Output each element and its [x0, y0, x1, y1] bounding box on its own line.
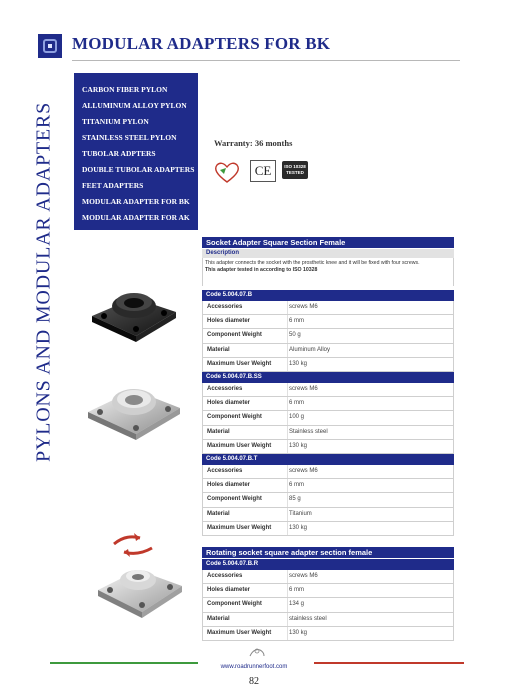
variant-code-b-r: Code 5.004.07.B.R	[202, 559, 454, 570]
column-divider	[287, 493, 288, 506]
menu-item-feet-adapters[interactable]: FEET ADAPTERS	[82, 181, 144, 190]
iso-certification-badge: ISO 10328 TESTED	[282, 161, 308, 179]
table-row	[202, 613, 454, 627]
column-divider	[287, 508, 288, 521]
spec-value: 130 kg	[289, 524, 308, 531]
spec-value: Titanium	[289, 510, 312, 517]
spec-label: Component Weight	[207, 332, 262, 339]
spec-value: 6 mm	[289, 318, 304, 325]
table-row	[202, 301, 454, 315]
spec-label: Maximum User Weight	[207, 442, 272, 449]
menu-item-tubular-adapters[interactable]: TUBOLAR ADPTERS	[82, 149, 156, 158]
black-socket-adapter-image	[86, 282, 182, 348]
table-row	[202, 358, 454, 372]
table-row	[202, 508, 454, 522]
spec-value: screws M6	[289, 386, 318, 392]
spec-label: Material	[207, 428, 230, 435]
spec-label: Holes diameter	[207, 587, 251, 594]
quality-heart-icon	[212, 160, 242, 184]
table-row	[202, 584, 454, 598]
table-row	[202, 570, 454, 584]
table-row	[202, 440, 454, 454]
section-title-socket-adapter: Socket Adapter Square Section Female	[202, 237, 454, 248]
ce-mark-icon: CE	[250, 160, 276, 182]
spec-label: Material	[207, 510, 230, 517]
spec-value: Stainless steel	[289, 428, 328, 435]
column-divider	[287, 440, 288, 453]
description-label: Description	[202, 249, 454, 258]
table-row	[202, 627, 454, 641]
table-row	[202, 465, 454, 479]
table-row	[202, 397, 454, 411]
spec-value: 130 kg	[289, 629, 308, 636]
column-divider	[287, 613, 288, 626]
table-row	[202, 522, 454, 536]
spec-label: Maximum User Weight	[207, 629, 272, 636]
menu-item-modular-adapter-bk[interactable]: MODULAR ADAPTER FOR BK	[82, 197, 190, 206]
variant-code-b-t: Code 5.004.07.B.T	[202, 454, 454, 465]
spec-label: Component Weight	[207, 601, 262, 608]
column-divider	[287, 358, 288, 371]
column-divider	[287, 584, 288, 597]
side-title: PYLONS AND MODULAR ADAPTERS	[32, 102, 55, 462]
spec-label: Accessories	[207, 468, 243, 474]
column-divider	[287, 522, 288, 535]
header-divider	[72, 60, 460, 61]
spec-label: Material	[207, 615, 230, 622]
column-divider	[287, 397, 288, 410]
table-row	[202, 383, 454, 397]
column-divider	[287, 344, 288, 357]
table-row	[202, 479, 454, 493]
spec-label: Component Weight	[207, 496, 262, 503]
spec-label: Material	[207, 346, 230, 353]
column-divider	[287, 426, 288, 439]
brand-logo	[38, 34, 62, 58]
menu-item-modular-adapter-ak[interactable]: MODULAR ADAPTER FOR AK	[82, 213, 190, 222]
spec-label: Maximum User Weight	[207, 360, 272, 367]
spec-label: Maximum User Weight	[207, 524, 272, 531]
page-number: 82	[249, 676, 259, 687]
runner-logo-icon	[248, 646, 266, 658]
table-row	[202, 598, 454, 612]
menu-item-locks-system[interactable]: LOCK'S SYSTEM	[82, 229, 144, 238]
warranty-text: Warranty: 36 months	[214, 138, 293, 148]
stainless-socket-adapter-image	[84, 372, 184, 448]
spec-label: Accessories	[207, 386, 243, 392]
spec-value: stainless steel	[289, 615, 327, 622]
variant-code-b-ss: Code 5.004.07.B.SS	[202, 372, 454, 383]
column-divider	[287, 479, 288, 492]
variant-code-b: Code 5.004.07.B	[202, 290, 454, 301]
menu-item-titanium-pylon[interactable]: TITANIUM PYLON	[82, 117, 149, 126]
column-divider	[287, 598, 288, 611]
spec-label: Holes diameter	[207, 318, 251, 325]
column-divider	[287, 315, 288, 328]
column-divider	[287, 570, 288, 583]
menu-item-stainless-steel-pylon[interactable]: STAINLESS STEEL PYLON	[82, 133, 177, 142]
spec-value: 6 mm	[289, 587, 304, 594]
spec-value: screws M6	[289, 468, 318, 474]
spec-label: Accessories	[207, 304, 243, 310]
column-divider	[287, 301, 288, 314]
website-link[interactable]: www.roadrunnerfoot.com	[220, 664, 288, 670]
spec-value: 100 g	[289, 414, 305, 421]
category-menu	[74, 73, 198, 238]
spec-value: 50 g	[289, 332, 301, 339]
column-divider	[287, 383, 288, 396]
column-divider	[287, 411, 288, 424]
column-divider	[287, 627, 288, 640]
menu-item-double-tubular-adapters[interactable]: DOUBLE TUBOLAR ADAPTERS	[82, 165, 195, 174]
section-title-rotating-adapter: Rotating socket square adapter section female	[202, 547, 454, 558]
spec-value: screws M6	[289, 573, 318, 579]
table-row	[202, 493, 454, 507]
spec-value: 134 g	[289, 601, 305, 608]
rotating-adapter-image	[92, 528, 188, 622]
column-divider	[287, 465, 288, 478]
table-row	[202, 329, 454, 343]
table-row	[202, 426, 454, 440]
spec-value: 6 mm	[289, 482, 304, 489]
table-row	[202, 315, 454, 329]
spec-value: 130 kg	[289, 442, 308, 449]
spec-value: 6 mm	[289, 400, 304, 407]
spec-label: Holes diameter	[207, 400, 251, 407]
spec-label: Component Weight	[207, 414, 262, 421]
spec-label: Holes diameter	[207, 482, 251, 489]
column-divider	[287, 329, 288, 342]
spec-value: 130 kg	[289, 360, 308, 367]
page-title: MODULAR ADAPTERS FOR BK	[72, 34, 331, 53]
footer-divider-green	[50, 662, 198, 664]
spec-label: Accessories	[207, 573, 243, 579]
menu-item-aluminum-alloy-pylon[interactable]: ALLUMINUM ALLOY PYLON	[82, 101, 187, 110]
table-row	[202, 344, 454, 358]
spec-value: 85 g	[289, 496, 301, 503]
spec-value: screws M6	[289, 304, 318, 310]
footer-divider-red	[314, 662, 464, 664]
description-text: This adapter connects the socket with the prosthetic knee and it will be fixed with four screws. This adapter tested in according to ISO 10328	[202, 258, 454, 286]
menu-item-carbon-fiber-pylon[interactable]: CARBON FIBER PYLON	[82, 85, 168, 94]
spec-value: Aluminum Alloy	[289, 346, 331, 353]
table-row	[202, 411, 454, 425]
